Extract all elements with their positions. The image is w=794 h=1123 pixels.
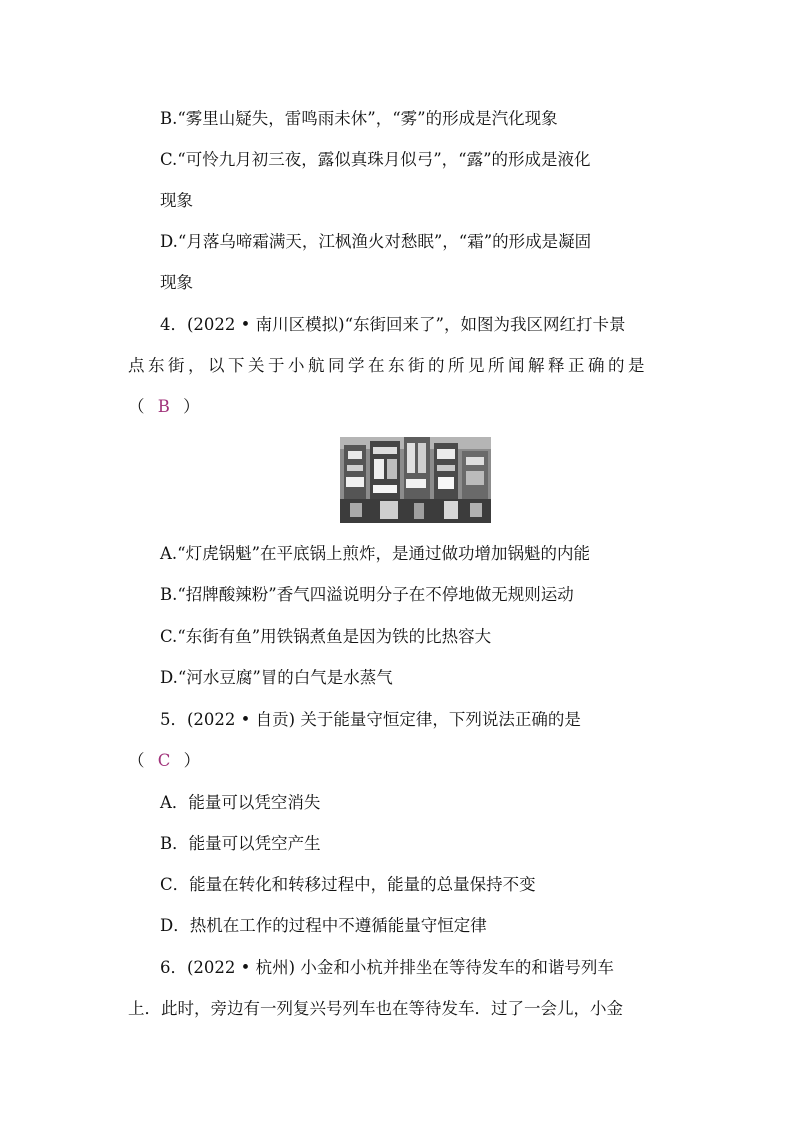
- question-5-option-b: B．能量可以凭空产生: [160, 834, 321, 853]
- question-6-stem: 6．(2022 • 杭州) 小金和小杭并排坐在等待发车的和谐号列车: [160, 958, 614, 977]
- line-d-option-cont: 现象: [160, 273, 193, 292]
- question-4-option-b: B.“招牌酸辣粉”香气四溢说明分子在不停地做无规则运动: [160, 585, 574, 604]
- question-4-stem: 4．(2022 • 南川区模拟)“东街回来了”，如图为我区网红打卡景: [160, 315, 626, 334]
- line-c-option: C.“可怜九月初三夜，露似真珠月似弓”，“露”的形成是液化: [160, 150, 591, 169]
- question-5-option-d: D．热机在工作的过程中不遵循能量守恒定律: [160, 916, 487, 935]
- question-4-answer-line: [128, 395, 200, 419]
- question-5-answer: C: [157, 751, 171, 770]
- street-photo: [340, 437, 491, 523]
- question-5-option-c: C．能量在转化和转移过程中，能量的总量保持不变: [160, 875, 536, 894]
- question-5-answer-line: [128, 749, 200, 773]
- line-d-option: D.“月落乌啼霜满天，江枫渔火对愁眠”，“霜”的形成是凝固: [160, 232, 592, 251]
- line-b-option: B.“雾里山疑失，雷鸣雨未休”，“雾”的形成是汽化现象: [160, 109, 558, 128]
- question-6-stem-cont: 上．此时，旁边有一列复兴号列车也在等待发车．过了一会儿，小金: [128, 999, 623, 1018]
- question-4-option-d: D.“河水豆腐”冒的白气是水蒸气: [160, 668, 393, 687]
- question-5-stem: 5．(2022 • 自贡) 关于能量守恒定律，下列说法正确的是: [160, 710, 581, 729]
- question-5-option-a: A．能量可以凭空消失: [160, 793, 321, 812]
- question-4-option-c: C.“东街有鱼”用铁锅煮鱼是因为铁的比热容大: [160, 627, 492, 646]
- line-c-option-cont: 现象: [160, 191, 193, 210]
- question-4-option-a: A.“灯虎锅魁”在平底锅上煎炸，是通过做功增加锅魁的内能: [160, 544, 591, 563]
- answer-open-paren: （: [128, 751, 145, 770]
- answer-open-paren: （: [128, 397, 145, 416]
- answer-close-paren: ）: [183, 751, 201, 770]
- question-4-stem-cont: 点东街，以下关于小航同学在东街的所见所闻解释正确的是: [128, 356, 648, 375]
- answer-close-paren: ）: [183, 397, 200, 416]
- question-4-answer: B: [157, 397, 170, 416]
